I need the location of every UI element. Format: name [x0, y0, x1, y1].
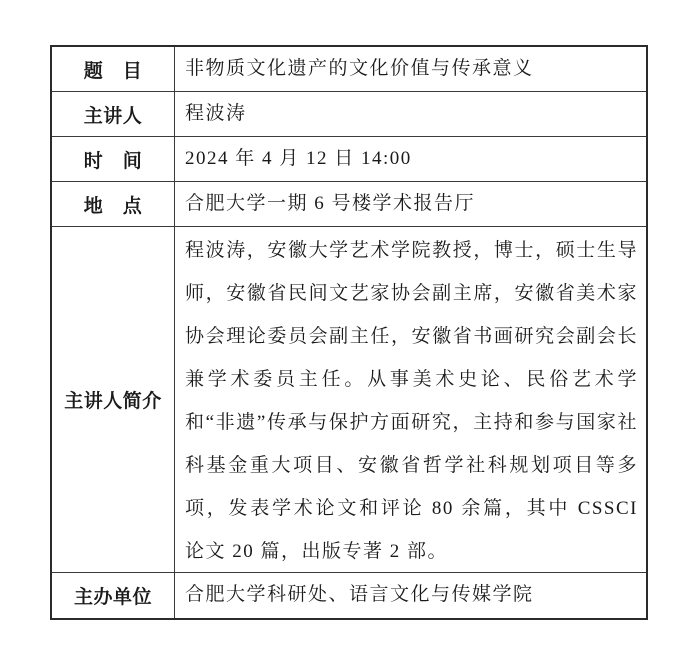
row-value-location: 合肥大学一期 6 号楼学术报告厅 [185, 192, 476, 214]
row-label-speaker-bio: 主讲人简介 [52, 227, 175, 572]
row-value-time: 2024 年 4 月 12 日 14:00 [185, 147, 412, 169]
table-row-title [52, 47, 646, 92]
table-row-speaker [52, 92, 646, 137]
table-row-time [52, 137, 646, 182]
table-row-organizer [52, 573, 646, 618]
table-row-speaker-bio [52, 227, 646, 573]
row-value-title: 非物质文化遗产的文化价值与传承意义 [185, 57, 534, 79]
lecture-info-table [50, 45, 648, 620]
row-value-organizer: 合肥大学科研处、语言文化与传媒学院 [185, 584, 534, 606]
row-value-speaker: 程波涛 [185, 102, 247, 124]
row-label-organizer: 主办单位 [52, 573, 175, 618]
row-label-location: 地 点 [52, 182, 175, 226]
table-row-location [52, 182, 646, 227]
row-value-speaker-bio: 程波涛，安徽大学艺术学院教授，博士，硕士生导师，安徽省民间文艺家协会副主席，安徽省美术家协会理论委员会副主任，安徽省书画研究会副会长兼学术委员主任。从事美术史论、民俗艺术学和“非遗”传承与保护方面研究，主持和参与国家社科基金重大项目、安徽省哲学社科规划项目等多项，发表学术论文和评论 80 余篇，其中 CSSCI 论文 20 篇，出版专著 2 部。 [185, 240, 638, 562]
row-label-title: 题 目 [52, 47, 175, 91]
row-label-speaker: 主讲人 [52, 92, 175, 136]
row-label-time: 时 间 [52, 137, 175, 181]
